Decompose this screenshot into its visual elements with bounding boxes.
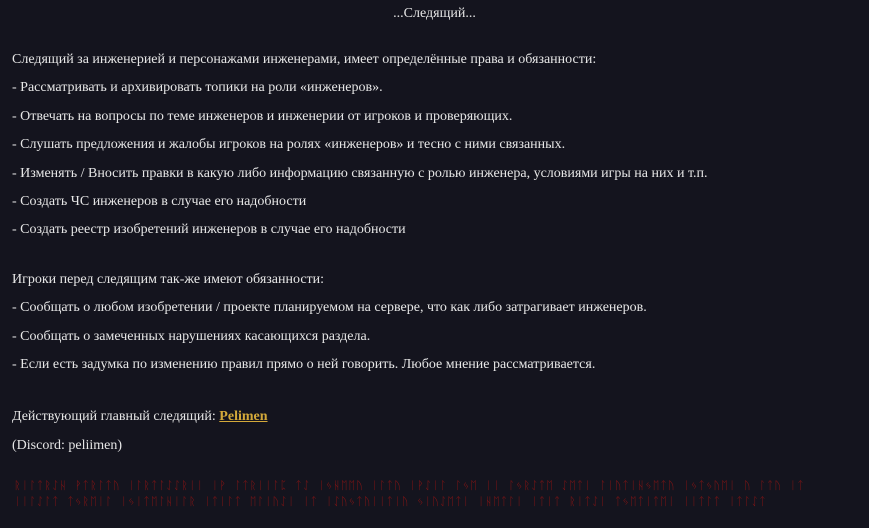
player-duty-item: - Сообщать о любом изобретении / проекте планируемом на сервере, что как либо затрагивает инженеров. [12,300,647,316]
post-title: ...Следящий... [393,6,476,21]
duty-item: - Рассматривать и архивировать топики на роли «инженеров». [12,80,383,96]
duty-item: - Слушать предложения и жалобы игроков на ролях «инженеров» и тесно с ними связанных. [12,137,566,153]
duty-item: - Создать ЧС инженеров в случае его надобности [12,193,307,209]
decorative-glyph-band [14,478,859,510]
post-body [12,0,857,465]
players-intro-text: Игроки перед следящим так-же имеют обязанности: [12,271,325,287]
duty-item: - Отвечать на вопросы по теме инженеров и инженерии от игроков и проверяющих. [12,108,513,124]
acting-watcher-line [12,408,857,436]
duty-item: - Создать реестр изобретений инженеров в случае его надобности [12,222,406,238]
spacer [12,250,857,271]
duty-item: - Изменять / Вносить правки в какую либо информацию связанную с ролью инженера, условиями игры на них и т.п. [12,165,708,181]
acting-watcher-user-link[interactable]: Pelimen [219,409,268,425]
player-duty-item: - Сообщать о замеченных нарушениях касающихся раздела. [12,328,371,344]
spacer [12,384,857,408]
glyph-line: ᚱᛁᛚᛏᚱᛇᚺ ᚹᛏᚱᛚᛏᚢ ᛁᛚᚱᛏᛚᛇᛇᚱᛁᛁ ᛁᚹ ᛚᛏᚱᛁᛁᛚᛈ ᛏᛇ ᛁᛃᚺᛖᛖᚢ ᛁᛚᛏᚢ ᛁᚹᛇᛁᛚ ᛚᛃᛖ ᛁᛁ ᛚᛃᚱᛇᛏᛖ ᛇᛖᛏᛁ ᛚᛁᚢᛏᛁᚺᛃᛖᛏᚢ ᛁᛃᛏᛃᚢᛖᛁ ᚢ ᛚᛏᚢ ᛁᛏ [14,479,805,492]
player-duty-item: - Если есть задумка по изменению правил прямо о ней говорить. Любое мнение рассматривается. [12,356,596,372]
discord-handle: (Discord: peliimen) [12,437,123,453]
intro-text: Следящий за инженерией и персонажами инженерами, имеет определённые права и обязанности: [12,52,597,67]
acting-watcher-label: Действующий главный следящий: [12,409,220,425]
glyph-line: ᛁᛁᛚᛇᛚᛏ ᛏᛃᚱᛖᛁᛚ ᛁᛃᛁᛏᛖᛚᚺᛁᛚᚱ ᛁᛏᛁᛚᛏ ᛖᛚᛁᚢᛇᛁ ᛁᛏ ᛁᛇᚢᛃᛏᚢᛁᛁᛏᛁᚢ ᛃᛁᚢᛇᛖᛏᛁ ᛁᚺᛖᛏᛚᛁ ᛁᛏᛁᛏ ᚱᛁᛏᛇᛁ ᛏᛃᛖᛏᛁᛏᛖᛁ ᛁᛁᛏᛚᛏ ᛁᛏᛚᛇᛏ [14,495,767,508]
